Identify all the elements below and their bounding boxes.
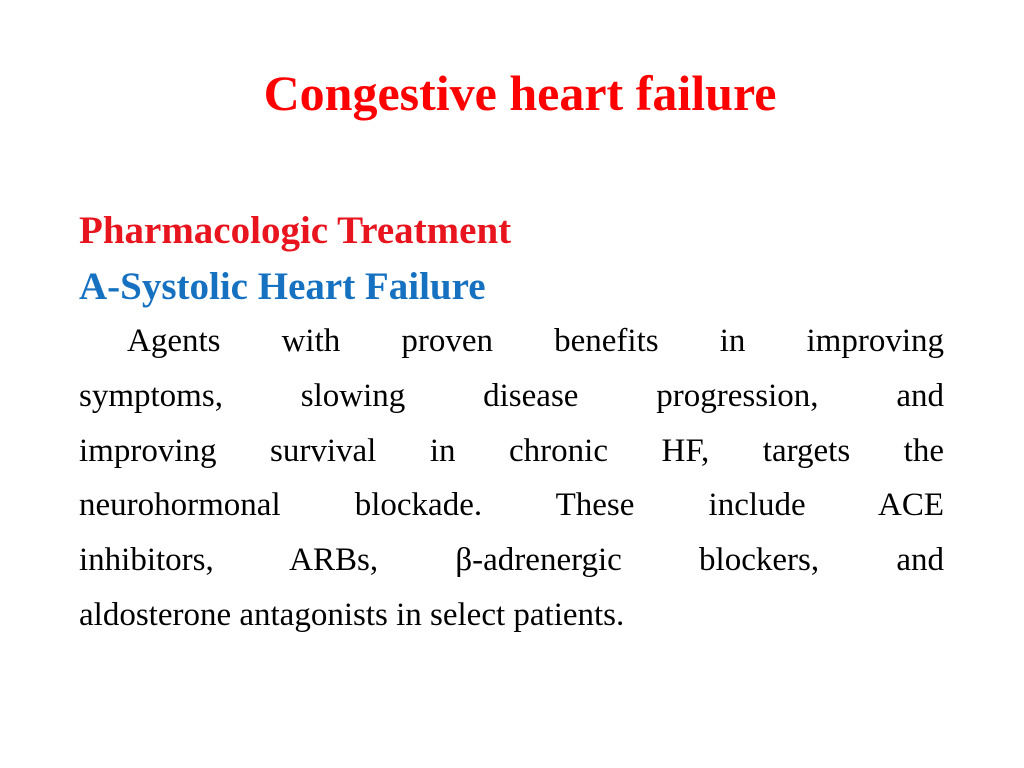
body-line: neurohormonal blockade. These include ACE — [79, 487, 944, 524]
body-line: aldosterone antagonists in select patients. — [79, 596, 625, 633]
body-line: improving survival in chronic HF, targets the — [79, 432, 944, 469]
body-line: symptoms, slowing disease progression, and — [79, 377, 944, 414]
section-heading: Pharmacologic Treatment — [79, 209, 512, 252]
subheading: A-Systolic Heart Failure — [79, 265, 486, 308]
body-paragraph — [79, 314, 944, 643]
slide-title: Congestive heart failure — [263, 65, 777, 121]
body-line: inhibitors, ARBs, β-adrenergic blockers, and — [79, 542, 944, 579]
body-line: Agents with proven benefits in improving — [127, 323, 944, 359]
